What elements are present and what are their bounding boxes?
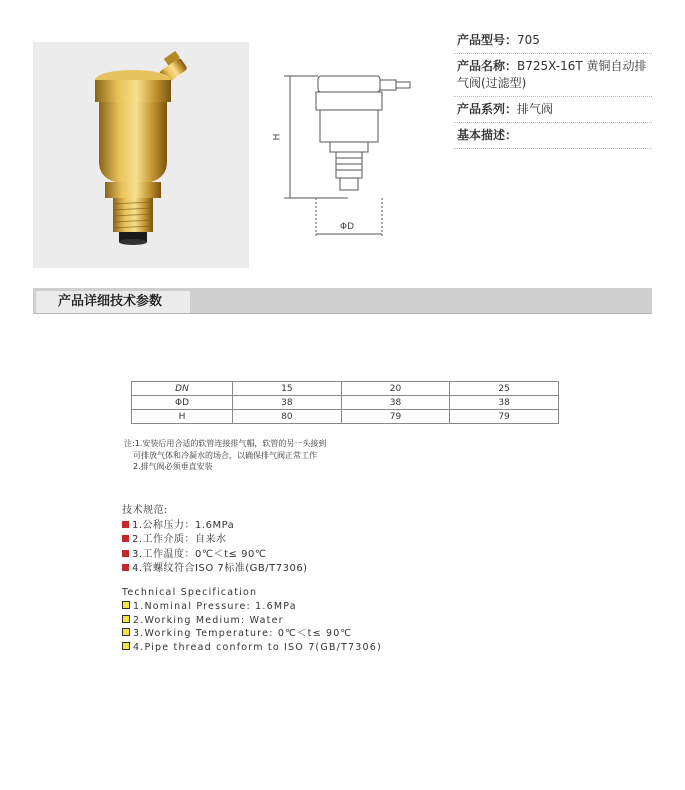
cn-spec-text: 2.工作介质：自来水 <box>132 534 227 545</box>
list-item <box>122 627 382 641</box>
installation-notes <box>124 438 326 473</box>
table-cell: 38 <box>341 396 450 410</box>
table-cell: 79 <box>450 410 559 424</box>
en-specification <box>122 586 382 655</box>
product-model-row <box>453 30 652 54</box>
yellow-square-icon <box>122 642 130 650</box>
cn-spec-text: 4.管螺纹符合ISO 7标准(GB/T7306) <box>132 563 308 574</box>
yellow-square-icon <box>122 601 130 609</box>
yellow-square-icon <box>122 615 130 623</box>
table-cell: 38 <box>450 396 559 410</box>
h-dimension-label: H <box>272 133 283 141</box>
product-series-value: 排气阀 <box>517 102 554 116</box>
table-header-row <box>132 382 559 396</box>
table-header-cell: DN <box>132 382 233 396</box>
dimension-table <box>131 381 559 424</box>
table-cell: 80 <box>233 410 342 424</box>
cn-spec-title: 技术规范: <box>122 505 168 516</box>
note-line: 可排放气体和冷凝水的场合，以确保排气阀正常工作 <box>133 450 317 460</box>
note-line: 2.排气阀必须垂直安装 <box>133 462 213 471</box>
product-info-panel <box>453 30 652 149</box>
list-item <box>122 548 308 563</box>
cn-spec-text: 3.工作温度：0℃＜t≤ 90℃ <box>132 548 267 560</box>
en-spec-text: 2.Working Medium: Water <box>133 614 284 626</box>
product-series-row <box>453 97 652 123</box>
product-name-value: B725X-16T 黄铜自动排气阀(过滤型) <box>457 59 647 90</box>
list-item <box>122 519 308 534</box>
product-model-value: 705 <box>517 33 540 47</box>
product-photo <box>33 42 249 268</box>
table-header-cell: 25 <box>450 382 559 396</box>
cn-spec-text: 1.公称压力：1.6MPa <box>132 519 235 531</box>
product-model-label: 产品型号： <box>457 33 518 47</box>
tab-technical-parameters[interactable]: 产品详细技术参数 <box>36 291 190 313</box>
table-header-cell: 15 <box>233 382 342 396</box>
red-square-icon <box>122 521 129 528</box>
product-description-label: 基本描述： <box>457 128 518 142</box>
table-header-cell: 20 <box>341 382 450 396</box>
en-spec-text: 1.Nominal Pressure: 1.6MPa <box>133 600 297 612</box>
list-item <box>122 600 382 614</box>
diameter-dimension-label: ΦD <box>340 222 355 232</box>
en-spec-text: 3.Working Temperature: 0℃＜t≤ 90℃ <box>133 628 353 640</box>
cn-specification <box>122 504 308 577</box>
product-name-row <box>453 54 652 97</box>
en-spec-title: Technical Specification <box>122 587 258 598</box>
note-line: 注:1.安装后用合适的软管连接排气帽，软管的另一头接到 <box>124 439 327 448</box>
list-item <box>122 562 308 577</box>
brass-valve-image <box>33 42 249 268</box>
red-square-icon <box>122 535 129 542</box>
yellow-square-icon <box>122 628 130 636</box>
product-name-label: 产品名称： <box>457 59 518 73</box>
list-item <box>122 533 308 548</box>
table-row <box>132 396 559 410</box>
table-row <box>132 410 559 424</box>
table-cell: 38 <box>233 396 342 410</box>
list-item <box>122 614 382 628</box>
table-cell: ΦD <box>132 396 233 410</box>
table-cell: H <box>132 410 233 424</box>
en-spec-text: 4.Pipe thread conform to ISO 7(GB/T7306) <box>133 642 382 654</box>
product-series-label: 产品系列： <box>457 102 518 116</box>
table-cell: 79 <box>341 410 450 424</box>
red-square-icon <box>122 550 129 557</box>
technical-drawing <box>268 62 428 252</box>
list-item <box>122 641 382 655</box>
product-description-row <box>453 123 652 149</box>
details-tab-bar <box>33 288 652 314</box>
red-square-icon <box>122 564 129 571</box>
